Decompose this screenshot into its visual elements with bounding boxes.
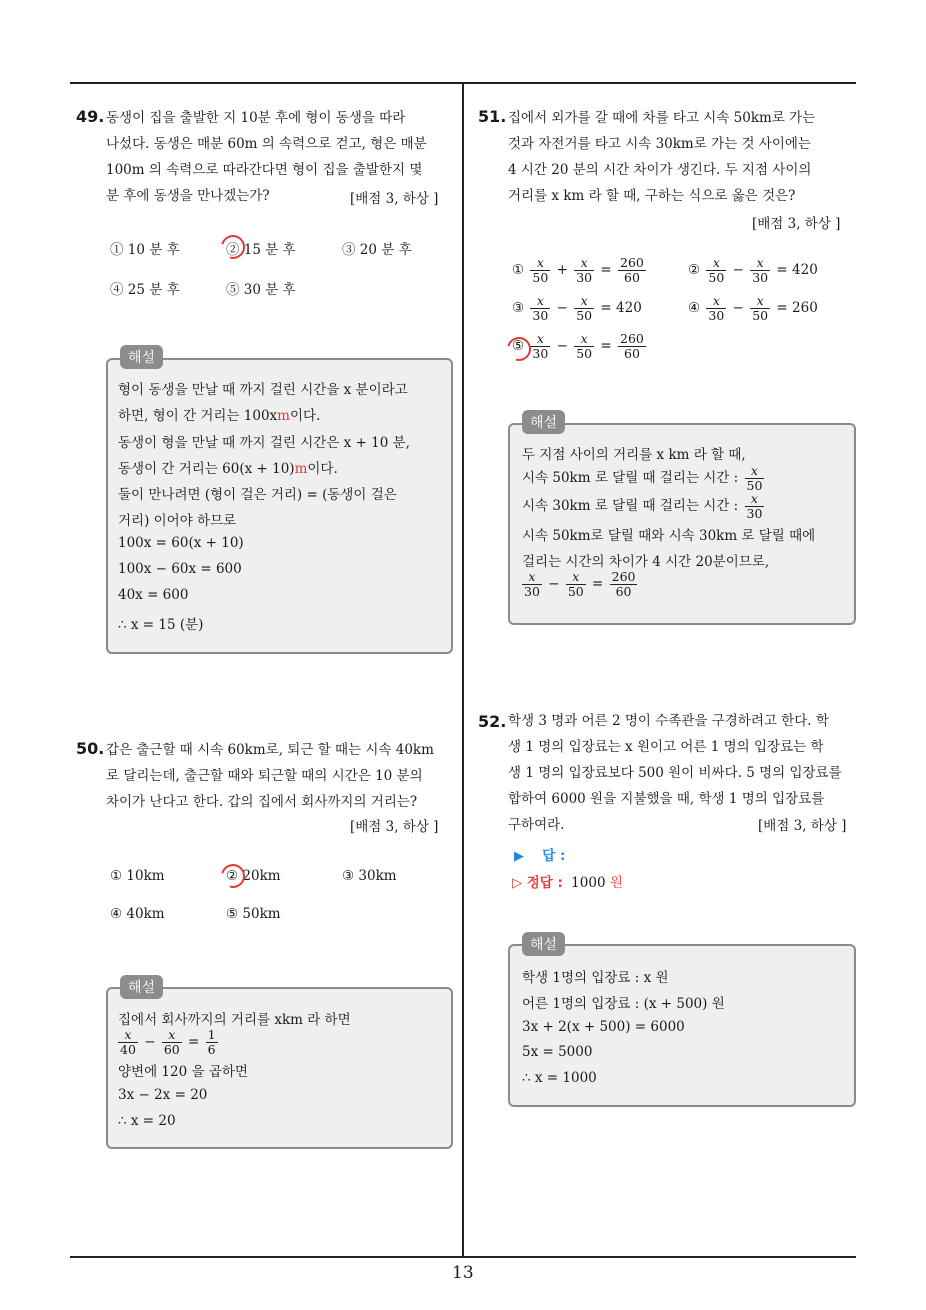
q49-explanation-box: [106, 358, 453, 654]
q50-explain-line: 집에서 회사까지의 거리를 xkm 라 하면: [118, 1012, 351, 1028]
q49-explain-line: 거리) 이어야 하므로: [118, 513, 237, 529]
q51-explain-line: 시속 50km 로 달릴 때 걸리는 시간 : $\frac{x}{50}$: [522, 463, 763, 493]
q49-choice-4[interactable]: ④ 25 분 후: [110, 282, 180, 298]
q52-explain-line: 3x + 2(x + 500) = 6000: [522, 1019, 685, 1035]
q51-choice-4[interactable]: ④ $\frac{x}{30}$ − $\frac{x}{50}$ = 260: [688, 293, 818, 323]
q49-explain-line: 동생이 형을 만날 때 까지 걸린 시간은 x + 10 분,: [118, 435, 410, 451]
q49-explain-line: 둘이 만나려면 (형이 걸은 거리) = (동생이 걸은: [118, 487, 397, 503]
question-number-49: 49.: [76, 107, 105, 126]
q49-explain-line: 동생이 간 거리는 60(x + 10)m이다.: [118, 461, 338, 477]
q51-choice-2[interactable]: ② $\frac{x}{50}$ − $\frac{x}{30}$ = 420: [688, 255, 818, 285]
q50-choice-3[interactable]: ③ 30km: [342, 868, 397, 884]
page-number: 13: [452, 1263, 474, 1283]
q52-line: 생 1 명의 입장료는 x 원이고 어른 1 명의 입장료는 학: [508, 739, 824, 755]
q51-choice-1[interactable]: ① $\frac{x}{50}$ + $\frac{x}{30}$ = $\frac{260}{60}$: [512, 255, 644, 285]
q50-explain-line: ∴ x = 20: [118, 1113, 176, 1129]
q52-explain-line: ∴ x = 1000: [522, 1070, 597, 1086]
q50-choice-4[interactable]: ④ 40km: [110, 906, 165, 922]
q52-line: 생 1 명의 입장료보다 500 원이 비싸다. 5 명의 입장료를: [508, 765, 842, 781]
question-number-50: 50.: [76, 739, 105, 758]
q52-correct-answer: ▷ 정답 : 1000 원: [512, 875, 623, 891]
q49-choice-3[interactable]: ③ 20 분 후: [342, 242, 412, 258]
q49-choice-2[interactable]: ② 15 분 후: [226, 242, 296, 258]
q49-explain-line: 100x = 60(x + 10): [118, 535, 244, 551]
play-triangle-icon: ▶: [514, 849, 524, 864]
q52-line: 학생 3 명과 어른 2 명이 수족관을 구경하려고 한다. 학: [508, 713, 829, 729]
q51-explain-line: 시속 50km로 달릴 때와 시속 30km 로 달릴 때에: [522, 528, 816, 544]
q50-explain-line: 양변에 120 을 곱하면: [118, 1064, 248, 1080]
bottom-rule: [70, 1256, 856, 1258]
q51-explain-line: 걸리는 시간의 차이가 4 시간 20분이므로,: [522, 554, 770, 570]
question-number-52: 52.: [478, 712, 507, 731]
q51-score: [배점 3, 하상 ]: [752, 216, 841, 232]
q49-line: 분 후에 동생을 만나겠는가?: [106, 188, 270, 204]
q49-explain-line: 하면, 형이 간 거리는 100xm이다.: [118, 408, 321, 424]
q52-score: [배점 3, 하상 ]: [758, 818, 847, 834]
q49-choice-1[interactable]: ① 10 분 후: [110, 242, 180, 258]
q52-explain-line: 어른 1명의 입장료 : (x + 500) 원: [522, 996, 725, 1012]
q50-line: 갑은 출근할 때 시속 60km로, 퇴근 할 때는 시속 40km: [106, 742, 434, 758]
q51-line: 집에서 외가를 갈 때에 차를 타고 시속 50km로 가는: [508, 110, 816, 126]
selected-answer-mark: [217, 231, 250, 264]
q52-line: 합하여 6000 원을 지불했을 때, 학생 1 명의 입장료를: [508, 791, 825, 807]
q52-explanation-tag: 해설: [522, 932, 565, 956]
q51-line: 4 시간 20 분의 시간 차이가 생긴다. 두 지점 사이의: [508, 162, 812, 178]
q51-explain-line: 시속 30km 로 달릴 때 걸리는 시간 : $\frac{x}{30}$: [522, 491, 763, 521]
q49-line: 100m 의 속력으로 따라간다면 형이 집을 출발한지 몇: [106, 162, 423, 178]
q49-explain-line: 형이 동생을 만날 때 까지 걸린 시간을 x 분이라고: [118, 382, 408, 398]
q52-answer-row[interactable]: ▶ 답 :: [514, 848, 566, 864]
q49-explain-line: ∴ x = 15 (분): [118, 617, 204, 633]
selected-answer-mark: [217, 860, 250, 893]
outline-triangle-icon: ▷: [512, 875, 523, 891]
q49-score: [배점 3, 하상 ]: [350, 191, 439, 207]
column-divider: [462, 83, 464, 1258]
q52-explain-line: 5x = 5000: [522, 1044, 593, 1060]
q49-line: 나섰다. 동생은 매분 60m 의 속력으로 걷고, 형은 매분: [106, 136, 427, 152]
q50-choice-1[interactable]: ① 10km: [110, 868, 165, 884]
q51-line: 것과 자전거를 타고 시속 30km로 가는 것 사이에는: [508, 136, 811, 152]
q51-explanation-tag: 해설: [522, 410, 565, 434]
q50-line: 로 달리는데, 출근할 때와 퇴근할 때의 시간은 10 분의: [106, 768, 423, 784]
q51-line: 거리를 x km 라 할 때, 구하는 식으로 옳은 것은?: [508, 188, 796, 204]
q50-choice-5[interactable]: ⑤ 50km: [226, 906, 281, 922]
q49-explain-line: 100x − 60x = 600: [118, 561, 242, 577]
q51-explain-line: 두 지점 사이의 거리를 x km 라 할 때,: [522, 447, 746, 463]
q51-choice-3[interactable]: ③ $\frac{x}{30}$ − $\frac{x}{50}$ = 420: [512, 293, 642, 323]
q50-line: 차이가 난다고 한다. 갑의 집에서 회사까지의 거리는?: [106, 794, 418, 810]
q49-explanation-tag: 해설: [120, 345, 163, 369]
q49-choice-5[interactable]: ⑤ 30 분 후: [226, 282, 296, 298]
q50-choice-2[interactable]: ② 20km: [226, 868, 281, 884]
q51-equation: $\frac{x}{30}$ − $\frac{x}{50}$ = $\frac{260}{60}$: [524, 569, 636, 599]
q50-equation: $\frac{x}{40}$ − $\frac{x}{60}$ = $\frac{1}{6}$: [120, 1027, 216, 1057]
question-number-51: 51.: [478, 107, 507, 126]
q49-line: 동생이 집을 출발한 지 10분 후에 형이 동생을 따라: [106, 110, 406, 126]
q50-explain-line: 3x − 2x = 20: [118, 1087, 208, 1103]
q49-explain-line: 40x = 600: [118, 587, 189, 603]
q51-choice-5[interactable]: ⑤ $\frac{x}{30}$ − $\frac{x}{50}$ = $\frac{260}{60}$: [512, 331, 644, 361]
q50-score: [배점 3, 하상 ]: [350, 819, 439, 835]
q52-explain-line: 학생 1명의 입장료 : x 원: [522, 970, 669, 986]
q52-line: 구하여라.: [508, 817, 565, 833]
q50-explanation-tag: 해설: [120, 975, 163, 999]
